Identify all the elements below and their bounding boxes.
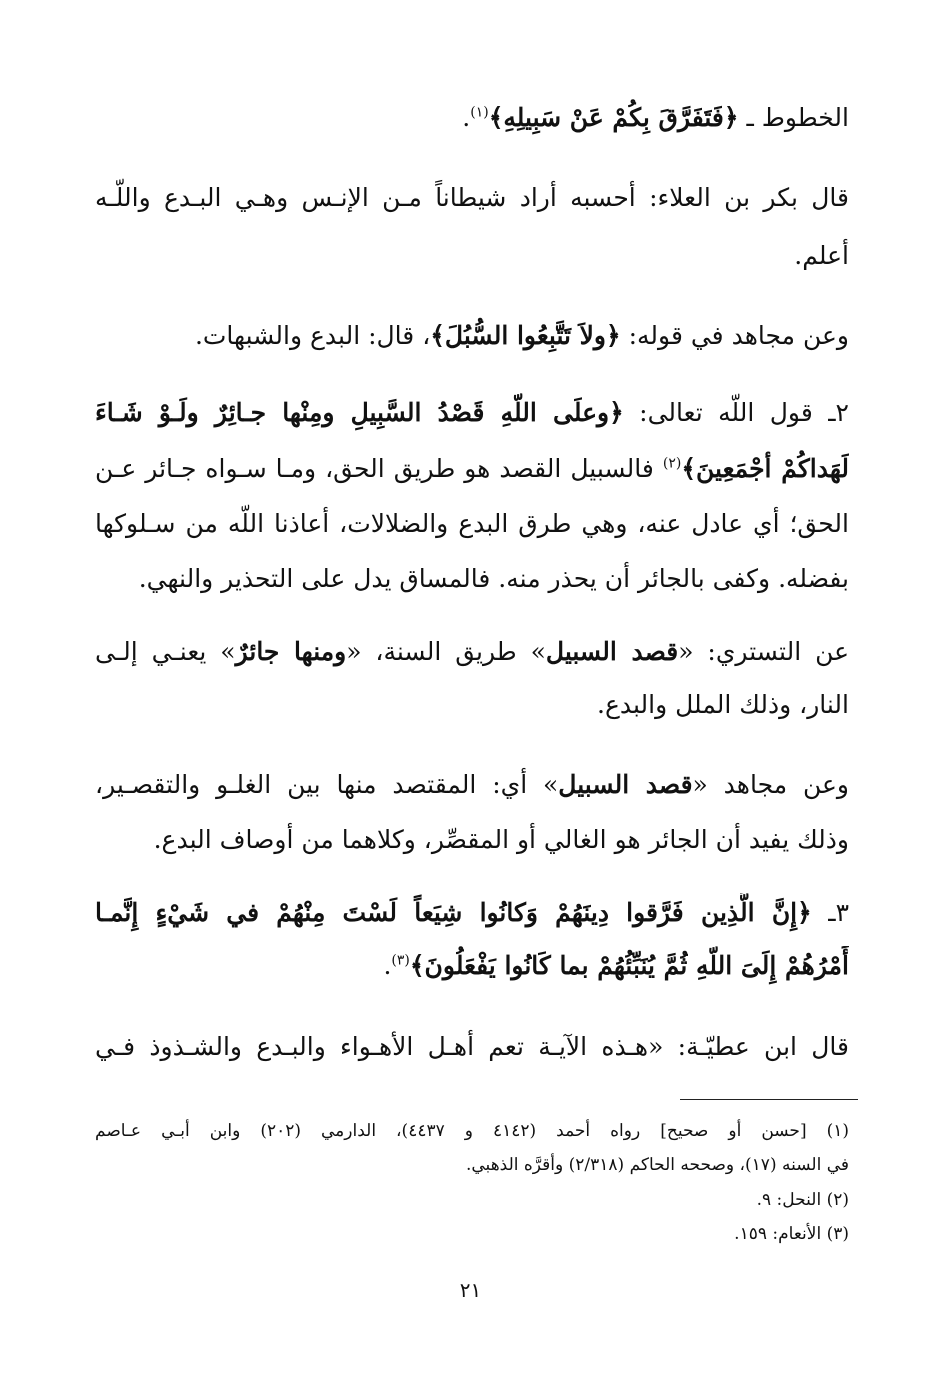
bold-phrase: قصد السبيل bbox=[558, 770, 693, 799]
quran-verse: ﴿إِنَّ الَّذِين فَرَّقوا دِينَهُمْ وَكانُوا شِيَعاً لَسْتَ مِنْهُمْ في شَيْءٍ إِنَّمـا bbox=[95, 898, 812, 927]
text-line-1 bbox=[95, 98, 849, 138]
footnote-separator bbox=[680, 1099, 858, 1100]
text-line-4 bbox=[95, 316, 849, 356]
text-line-13 bbox=[95, 893, 849, 933]
line-text: . bbox=[462, 103, 471, 132]
text-line-10: النار، وذلك الملل والبدع. bbox=[597, 690, 849, 719]
text-line-11 bbox=[95, 765, 849, 805]
text-line-2: قال بكر بن العلاء: أحسبه أراد شيطاناً مـن الإنـس وهـي البـدع واللّـه bbox=[95, 183, 849, 212]
text-line-8: بفضله. وكفى بالجائر أن يحذر منه. فالمساق يدل على التحذير والنهي. bbox=[138, 564, 849, 593]
line-text: ، قال: البدع والشبهات. bbox=[194, 321, 431, 350]
footnote-3: (٣) الأنعام: ١٥٩. bbox=[734, 1224, 849, 1244]
line-text: وعن مجاهد « bbox=[692, 770, 849, 799]
line-text: » أي: المقتصد منها بين الغلـو والتقصـير، bbox=[95, 770, 559, 799]
text-line-14 bbox=[95, 946, 849, 986]
text-line-5 bbox=[95, 393, 849, 433]
quran-verse: ﴿فَتَفَرَّقَ بِكُمْ عَنْ سَبِيلِهِ﴾ bbox=[488, 103, 739, 132]
quran-verse: ﴿ولاَ تَتَّبِعُوا السُّبُلَ﴾ bbox=[430, 321, 621, 350]
footnote-ref: (٣) bbox=[391, 952, 410, 969]
line-text: ٣ـ bbox=[811, 898, 849, 927]
line-text: عن التستري: « bbox=[678, 637, 849, 666]
line-text: ٢ـ قول اللّه تعالى: bbox=[623, 398, 849, 427]
line-text: » يعنـي إلـى bbox=[95, 637, 236, 666]
footnote-ref: (١) bbox=[470, 104, 489, 121]
text-line-3: أعلم. bbox=[794, 241, 849, 270]
quran-verse: ﴿وعلَى اللّهِ قَصْدُ السَّبِيلِ ومِنْها جـائِرٌ ولَـوْ شَـاءَ bbox=[95, 398, 624, 427]
footnote-2: (٢) النحل: ٩. bbox=[756, 1190, 849, 1210]
text-line-12: وذلك يفيد أن الجائر هو الغالي أو المقصِّر، وكلاهما من أوصاف البدع. bbox=[153, 825, 849, 854]
text-line-15: قال ابن عطيّـة: «هـذه الآيـة تعم أهـل الأهـواء والبـدع والشـذوذ فـي bbox=[95, 1032, 849, 1061]
text-line-9 bbox=[95, 632, 849, 672]
bold-phrase: ومنها جائرٌ bbox=[235, 637, 347, 666]
page-number: ٢١ bbox=[459, 1278, 482, 1302]
text-line-7: الحق؛ أي عادل عنه، وهي طرق البدع والضلالات، أعاذنا اللّه من سـلوكها bbox=[95, 509, 849, 538]
footnote-ref: (٢) bbox=[662, 455, 682, 472]
footnote-1: (١) [حسن أو صحيح] رواه أحمد (٤١٤٢ و ٤٤٣٧)، الدارمي (٢٠٢) وابن أبـي عـاصم bbox=[95, 1121, 849, 1141]
footnote-1-cont: في السنه (١٧)، وصححه الحاكم (٢/٣١٨) وأقرَّه الذهبي. bbox=[465, 1155, 849, 1175]
quran-verse: لَهَداكُمْ أجْمَعِينَ﴾ bbox=[681, 454, 849, 483]
line-text: فالسبيل القصد هو طريق الحق، ومـا سـواه جـائر عـن bbox=[95, 454, 663, 483]
text-line-6 bbox=[95, 449, 849, 489]
line-text: . bbox=[383, 951, 392, 980]
line-text: » طريق السنة، « bbox=[346, 637, 546, 666]
line-text: الخطوط ـ bbox=[738, 103, 849, 132]
bold-phrase: قصد السبيل bbox=[545, 637, 679, 666]
quran-verse: أَمْرُهُمْ إِلَىَ اللّهِ ثُمَّ يُنَبِّئُهُمْ بما كَانُوا يَفْعَلُونَ﴾ bbox=[409, 951, 849, 980]
line-text: وعن مجاهد في قوله: bbox=[620, 321, 849, 350]
